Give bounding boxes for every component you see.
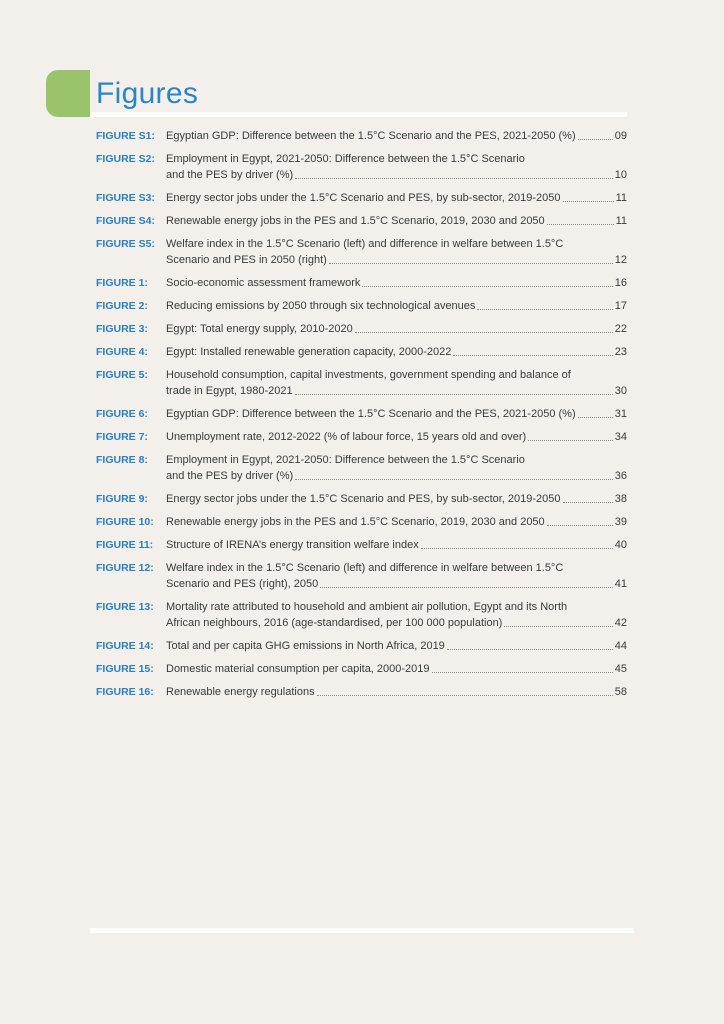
page-title: Figures <box>96 77 199 110</box>
figure-caption-text: Mortality rate attributed to household and ambient air pollution, Egypt and its North <box>166 601 568 613</box>
figure-caption <box>166 128 627 144</box>
figure-entry[interactable] <box>96 275 627 291</box>
figure-caption <box>166 514 627 530</box>
figure-entry[interactable] <box>96 491 627 507</box>
dot-leader <box>362 286 612 287</box>
dot-leader <box>563 201 614 202</box>
footer-divider <box>90 928 634 933</box>
figure-entry[interactable] <box>96 406 627 422</box>
figure-caption <box>166 684 627 700</box>
dot-leader <box>295 178 613 179</box>
figure-caption <box>166 491 627 507</box>
figure-label: FIGURE 2: <box>96 300 148 312</box>
figure-label: FIGURE 7: <box>96 431 148 443</box>
figure-caption-text: Reducing emissions by 2050 through six technological avenues <box>166 300 476 312</box>
page-number: 12 <box>614 254 627 266</box>
page-number: 16 <box>614 277 627 289</box>
dot-leader <box>547 525 613 526</box>
page-number: 30 <box>614 385 627 397</box>
page-number: 58 <box>614 686 627 698</box>
page-number: 22 <box>614 323 627 335</box>
figure-caption-text: Egypt: Installed renewable generation capacity, 2000-2022 <box>166 346 452 358</box>
figure-entry[interactable] <box>96 661 627 677</box>
figure-entry[interactable] <box>96 236 627 268</box>
figure-caption <box>166 275 627 291</box>
figure-entry[interactable] <box>96 213 627 229</box>
figure-label: FIGURE 14: <box>96 640 154 652</box>
figure-label: FIGURE S5: <box>96 238 155 250</box>
figure-caption <box>166 367 627 399</box>
dot-leader <box>504 626 612 627</box>
dot-leader <box>317 695 613 696</box>
figure-caption-text: Employment in Egypt, 2021-2050: Difference between the 1.5°C Scenario <box>166 153 525 165</box>
figure-caption <box>166 560 627 592</box>
figure-label: FIGURE S4: <box>96 215 155 227</box>
figure-label: FIGURE 10: <box>96 516 154 528</box>
page-number: 31 <box>614 408 627 420</box>
figure-caption <box>166 452 627 484</box>
figures-list <box>96 128 627 707</box>
figure-caption <box>166 151 627 183</box>
figure-caption-text: Welfare index in the 1.5°C Scenario (left) and difference in welfare between 1.5°C <box>166 562 564 574</box>
page-number: 40 <box>614 539 627 551</box>
figure-label: FIGURE 12: <box>96 562 154 574</box>
figure-caption-text: Egyptian GDP: Difference between the 1.5°C Scenario and the PES, 2021-2050 (%) <box>166 408 576 420</box>
figure-caption <box>166 213 627 229</box>
page-number: 45 <box>614 663 627 675</box>
figure-label: FIGURE 9: <box>96 493 148 505</box>
dot-leader <box>528 440 613 441</box>
section-tab-marker <box>46 70 90 117</box>
dot-leader <box>447 649 613 650</box>
figure-caption <box>166 344 627 360</box>
figure-caption <box>166 321 627 337</box>
figure-label: FIGURE 1: <box>96 277 148 289</box>
figure-label: FIGURE 5: <box>96 369 148 381</box>
figure-entry[interactable] <box>96 684 627 700</box>
figure-entry[interactable] <box>96 367 627 399</box>
figure-entry[interactable] <box>96 560 627 592</box>
dot-leader <box>578 139 613 140</box>
figure-entry[interactable] <box>96 298 627 314</box>
figure-caption-text: African neighbours, 2016 (age-standardised, per 100 000 population) <box>166 617 503 629</box>
figure-caption-text: Energy sector jobs under the 1.5°C Scenario and PES, by sub-sector, 2019-2050 <box>166 493 561 505</box>
figure-caption-text: Renewable energy jobs in the PES and 1.5°C Scenario, 2019, 2030 and 2050 <box>166 516 545 528</box>
page-number: 17 <box>614 300 627 312</box>
figure-caption <box>166 537 627 553</box>
figure-caption-text: Welfare index in the 1.5°C Scenario (left) and difference in welfare between 1.5°C <box>166 238 564 250</box>
title-divider <box>90 112 627 117</box>
page-number: 34 <box>614 431 627 443</box>
dot-leader <box>477 309 612 310</box>
figure-caption <box>166 298 627 314</box>
page-number: 11 <box>615 215 627 227</box>
dot-leader <box>547 224 614 225</box>
dot-leader <box>563 502 613 503</box>
figure-entry[interactable] <box>96 452 627 484</box>
figure-caption-text: Employment in Egypt, 2021-2050: Difference between the 1.5°C Scenario <box>166 454 525 466</box>
figure-caption-text: Renewable energy jobs in the PES and 1.5°C Scenario, 2019, 2030 and 2050 <box>166 215 545 227</box>
figure-caption-text: Egyptian GDP: Difference between the 1.5°C Scenario and the PES, 2021-2050 (%) <box>166 130 576 142</box>
dot-leader <box>432 672 613 673</box>
figure-caption <box>166 429 627 445</box>
figure-label: FIGURE 16: <box>96 686 154 698</box>
dot-leader <box>295 394 613 395</box>
figure-label: FIGURE 13: <box>96 601 154 613</box>
figure-entry[interactable] <box>96 514 627 530</box>
figure-caption <box>166 599 627 631</box>
dot-leader <box>329 263 613 264</box>
figure-entry[interactable] <box>96 128 627 144</box>
figure-entry[interactable] <box>96 599 627 631</box>
figure-caption <box>166 406 627 422</box>
page-number: 11 <box>615 192 627 204</box>
page-number: 44 <box>614 640 627 652</box>
page-number: 42 <box>614 617 627 629</box>
page-number: 39 <box>614 516 627 528</box>
figure-caption-text: Structure of IRENA’s energy transition welfare index <box>166 539 419 551</box>
figure-label: FIGURE S2: <box>96 153 155 165</box>
figure-caption-text: Energy sector jobs under the 1.5°C Scenario and PES, by sub-sector, 2019-2050 <box>166 192 561 204</box>
dot-leader <box>578 417 613 418</box>
figure-caption-text: Household consumption, capital investments, government spending and balance of <box>166 369 571 381</box>
figure-caption <box>166 236 627 268</box>
figure-caption-text: and the PES by driver (%) <box>166 169 294 181</box>
figure-label: FIGURE S1: <box>96 130 155 142</box>
page-number: 09 <box>614 130 627 142</box>
page-number: 36 <box>614 470 627 482</box>
page-number: 41 <box>614 578 627 590</box>
figure-caption-text: Socio-economic assessment framework <box>166 277 361 289</box>
figure-caption-text: and the PES by driver (%) <box>166 470 294 482</box>
page-number: 10 <box>614 169 627 181</box>
figure-caption-text: Scenario and PES (right), 2050 <box>166 578 319 590</box>
page-number: 23 <box>614 346 627 358</box>
figure-entry[interactable] <box>96 321 627 337</box>
dot-leader <box>421 548 613 549</box>
figure-entry[interactable] <box>96 151 627 183</box>
figure-caption-text: Unemployment rate, 2012-2022 (% of labour force, 15 years old and over) <box>166 431 527 443</box>
figure-caption-text: Total and per capita GHG emissions in North Africa, 2019 <box>166 640 445 652</box>
figure-caption-text: Scenario and PES in 2050 (right) <box>166 254 327 266</box>
figure-label: FIGURE 3: <box>96 323 148 335</box>
figure-label: FIGURE S3: <box>96 192 155 204</box>
figure-caption-text: trade in Egypt, 1980-2021 <box>166 385 293 397</box>
figure-label: FIGURE 6: <box>96 408 148 420</box>
figure-label: FIGURE 4: <box>96 346 148 358</box>
dot-leader <box>453 355 612 356</box>
figure-entry[interactable] <box>96 537 627 553</box>
figure-caption <box>166 190 627 206</box>
figure-entry[interactable] <box>96 638 627 654</box>
figure-label: FIGURE 15: <box>96 663 154 675</box>
figure-entry[interactable] <box>96 429 627 445</box>
figure-caption-text: Domestic material consumption per capita, 2000-2019 <box>166 663 430 675</box>
figure-caption-text: Renewable energy regulations <box>166 686 315 698</box>
figure-label: FIGURE 8: <box>96 454 148 466</box>
dot-leader <box>320 587 612 588</box>
figure-entry[interactable] <box>96 190 627 206</box>
figure-caption-text: Egypt: Total energy supply, 2010-2020 <box>166 323 353 335</box>
dot-leader <box>355 332 613 333</box>
page-number: 38 <box>614 493 627 505</box>
figure-caption <box>166 638 627 654</box>
figure-caption <box>166 661 627 677</box>
figure-label: FIGURE 11: <box>96 539 154 551</box>
figure-entry[interactable] <box>96 344 627 360</box>
dot-leader <box>295 479 613 480</box>
